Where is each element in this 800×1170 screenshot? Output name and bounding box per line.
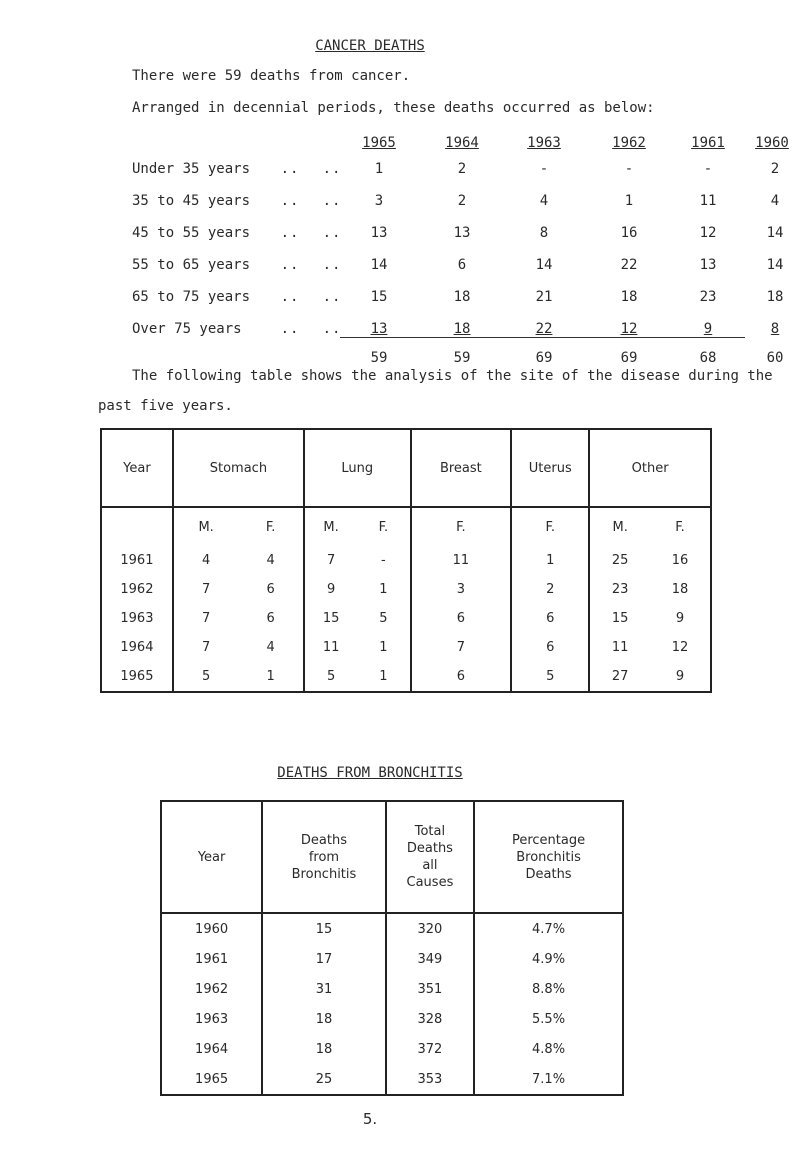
site-table: [100, 428, 712, 693]
age-row-label: Over 75 years: [132, 321, 242, 337]
site-breast: 3: [411, 575, 512, 604]
age-cell: 14: [766, 225, 784, 241]
site-header-uterus: Uterus: [511, 429, 589, 507]
lung-f: 1: [379, 582, 388, 597]
lung-m: 5: [326, 669, 336, 684]
age-cell: 8: [539, 225, 549, 241]
age-cell: 21: [535, 289, 553, 305]
sub-f: F.: [265, 519, 276, 535]
age-cell: -: [624, 161, 634, 177]
bron-pct: 5.5%: [474, 1004, 623, 1034]
age-cell: 4: [539, 193, 549, 209]
site-table-row: [101, 604, 711, 633]
leader-dots: ..: [322, 225, 342, 241]
age-cell: -: [539, 161, 549, 177]
bron-pct: 4.9%: [474, 944, 623, 974]
age-cell: 6: [457, 257, 467, 273]
bron-pct: 4.8%: [474, 1034, 623, 1064]
other-f: 18: [671, 582, 689, 597]
stomach-m: 7: [201, 582, 211, 597]
age-cell: 22: [620, 257, 638, 273]
intro-line-1: There were 59 deaths from cancer.: [132, 68, 411, 84]
lung-f: -: [381, 553, 386, 568]
bron-header-total-2: Deaths: [406, 841, 453, 856]
site-lung: [304, 575, 411, 604]
age-cell: 9: [703, 321, 713, 337]
stomach-f: 6: [266, 582, 275, 597]
bron-header-deaths-1: Deaths: [300, 832, 348, 848]
site-header-year: Year: [101, 429, 173, 507]
bron-year: 1962: [161, 974, 262, 1004]
site-sub-breast: F.: [411, 507, 512, 546]
sub-m: M.: [198, 519, 214, 535]
intro-line-2: Arranged in decennial periods, these deaths occurred as below:: [132, 100, 655, 116]
site-header-stomach: Stomach: [173, 429, 304, 507]
site-other: [589, 633, 711, 662]
site-year: 1961: [101, 546, 173, 575]
bron-total: 328: [386, 1004, 474, 1034]
other-f: 9: [675, 669, 685, 684]
other-f: 9: [675, 611, 685, 626]
age-cell: 16: [620, 225, 638, 241]
bron-year: 1960: [161, 913, 262, 944]
bron-header-deaths: [262, 801, 386, 913]
lung-m: 9: [326, 582, 336, 597]
site-other: [589, 604, 711, 633]
age-year-header: 1965: [362, 135, 396, 151]
age-cell: 12: [620, 321, 638, 337]
other-m: 11: [611, 640, 629, 655]
site-year: 1965: [101, 662, 173, 692]
leader-dots: ..: [280, 193, 300, 209]
sub-m: M.: [323, 519, 339, 535]
age-cell: 13: [699, 257, 717, 273]
age-cell: 13: [370, 321, 388, 337]
site-sub-lung: [304, 507, 411, 546]
site-table-row: [101, 662, 711, 692]
site-uterus: 5: [511, 662, 589, 692]
age-total-rule: [340, 337, 745, 338]
age-year-header: 1964: [445, 135, 479, 151]
site-intro-line-1: The following table shows the analysis of the site of the disease during the: [132, 368, 773, 384]
stomach-m: 7: [201, 611, 211, 626]
site-header-breast: Breast: [411, 429, 512, 507]
bron-deaths: 18: [262, 1004, 386, 1034]
bron-header-pct-3: Deaths: [525, 866, 572, 882]
sub-f: F.: [378, 519, 389, 535]
age-cell: 14: [535, 257, 553, 273]
lung-m: 7: [326, 553, 336, 568]
leader-dots: ..: [280, 257, 300, 273]
bron-header-deaths-2: from: [308, 849, 340, 865]
age-total-cell: 69: [620, 350, 638, 366]
bron-header-total-4: Causes: [406, 875, 454, 890]
bron-table-row: [161, 944, 623, 974]
age-row-label: 45 to 55 years: [132, 225, 251, 241]
other-m: 15: [611, 611, 629, 626]
bron-year: 1963: [161, 1004, 262, 1034]
bron-deaths: 25: [262, 1064, 386, 1095]
leader-dots: ..: [280, 289, 300, 305]
age-cell: 12: [699, 225, 717, 241]
bron-pct: 4.7%: [474, 913, 623, 944]
site-sub-year: [101, 507, 173, 546]
age-cell: 13: [370, 225, 388, 241]
bron-deaths: 17: [262, 944, 386, 974]
site-stomach: [173, 662, 304, 692]
site-intro-line-2: past five years.: [98, 398, 233, 414]
age-cell: 1: [374, 161, 384, 177]
age-year-header: 1962: [612, 135, 646, 151]
site-breast: 6: [411, 662, 512, 692]
age-total-cell: 69: [535, 350, 553, 366]
bron-header-pct-1: Percentage: [511, 832, 586, 848]
page-number: 5.: [362, 1110, 378, 1128]
site-header-lung: Lung: [304, 429, 411, 507]
stomach-f: 4: [266, 553, 275, 568]
bron-header-deaths-3: Bronchitis: [291, 866, 357, 882]
site-stomach: [173, 604, 304, 633]
bron-header-pct: [474, 801, 623, 913]
age-year-header: 1961: [691, 135, 725, 151]
site-table-row: [101, 575, 711, 604]
age-cell: 8: [770, 321, 780, 337]
sub-m: M.: [612, 519, 628, 535]
bron-year: 1965: [161, 1064, 262, 1095]
site-table-row: [101, 546, 711, 575]
site-stomach: [173, 633, 304, 662]
other-f: 12: [671, 640, 689, 655]
leader-dots: ..: [322, 161, 342, 177]
stomach-f: 1: [266, 669, 275, 684]
site-uterus: 2: [511, 575, 589, 604]
leader-dots: ..: [280, 161, 300, 177]
stomach-m: 7: [201, 640, 211, 655]
age-total-cell: 59: [370, 350, 388, 366]
site-year: 1963: [101, 604, 173, 633]
age-cell: 2: [770, 161, 780, 177]
age-cell: 1: [624, 193, 634, 209]
site-lung: [304, 546, 411, 575]
bron-header-year: Year: [161, 801, 262, 913]
age-cell: 2: [457, 193, 467, 209]
lung-f: 1: [379, 669, 388, 684]
leader-dots: ..: [322, 321, 342, 337]
site-other: [589, 662, 711, 692]
other-m: 27: [611, 669, 629, 684]
bron-table-row: [161, 913, 623, 944]
site-year: 1964: [101, 633, 173, 662]
age-cell: -: [703, 161, 713, 177]
age-row-label: 35 to 45 years: [132, 193, 251, 209]
age-row-label: Under 35 years: [132, 161, 251, 177]
bron-total: 353: [386, 1064, 474, 1095]
age-cell: 18: [620, 289, 638, 305]
stomach-f: 6: [266, 611, 275, 626]
age-cell: 11: [699, 193, 717, 209]
age-cell: 22: [535, 321, 553, 337]
lung-f: 5: [379, 611, 388, 626]
sub-f: F.: [675, 519, 685, 535]
site-breast: 6: [411, 604, 512, 633]
site-uterus: 6: [511, 633, 589, 662]
site-uterus: 6: [511, 604, 589, 633]
age-cell: 13: [453, 225, 471, 241]
site-other: [589, 575, 711, 604]
bron-total: 372: [386, 1034, 474, 1064]
bron-deaths: 15: [262, 913, 386, 944]
bron-header-total-3: all: [422, 858, 438, 873]
stomach-f: 4: [266, 640, 275, 655]
age-cell: 18: [766, 289, 784, 305]
other-m: 25: [611, 553, 629, 568]
site-lung: [304, 604, 411, 633]
age-cell: 18: [453, 289, 471, 305]
site-year: 1962: [101, 575, 173, 604]
age-cell: 15: [370, 289, 388, 305]
age-year-header: 1963: [527, 135, 561, 151]
bron-year: 1961: [161, 944, 262, 974]
leader-dots: ..: [322, 289, 342, 305]
bron-header-pct-2: Bronchitis: [516, 849, 581, 865]
age-cell: 18: [453, 321, 471, 337]
lung-f: 1: [379, 640, 388, 655]
lung-m: 11: [322, 640, 340, 655]
lung-m: 15: [322, 611, 340, 626]
age-row-label: 65 to 75 years: [132, 289, 251, 305]
leader-dots: ..: [322, 257, 342, 273]
age-cell: 4: [770, 193, 780, 209]
age-cell: 2: [457, 161, 467, 177]
site-lung: [304, 662, 411, 692]
site-sub-stomach: [173, 507, 304, 546]
age-row-label: 55 to 65 years: [132, 257, 251, 273]
bron-table-row: [161, 1034, 623, 1064]
age-cell: 23: [699, 289, 717, 305]
site-table-row: [101, 633, 711, 662]
bron-header-total-1: Total: [414, 824, 446, 839]
bron-deaths: 31: [262, 974, 386, 1004]
site-header-other: Other: [589, 429, 711, 507]
leader-dots: ..: [280, 321, 300, 337]
site-lung: [304, 633, 411, 662]
age-cell: 14: [766, 257, 784, 273]
age-total-cell: 60: [766, 350, 784, 366]
site-stomach: [173, 546, 304, 575]
bron-pct: 7.1%: [474, 1064, 623, 1095]
stomach-m: 5: [201, 669, 211, 684]
site-breast: 7: [411, 633, 512, 662]
stomach-m: 4: [201, 553, 211, 568]
site-sub-uterus: F.: [511, 507, 589, 546]
site-sub-other: [589, 507, 711, 546]
age-year-header: 1960: [755, 135, 789, 151]
age-cell: 3: [374, 193, 384, 209]
site-stomach: [173, 575, 304, 604]
site-uterus: 1: [511, 546, 589, 575]
other-m: 23: [611, 582, 629, 597]
age-total-cell: 68: [699, 350, 717, 366]
leader-dots: ..: [280, 225, 300, 241]
age-cell: 14: [370, 257, 388, 273]
site-other: [589, 546, 711, 575]
page-title: CANCER DEATHS: [315, 38, 425, 54]
leader-dots: ..: [322, 193, 342, 209]
bron-year: 1964: [161, 1034, 262, 1064]
age-total-cell: 59: [453, 350, 471, 366]
bron-table-row: [161, 1064, 623, 1095]
other-f: 16: [671, 553, 689, 568]
bron-total: 351: [386, 974, 474, 1004]
bron-deaths: 18: [262, 1034, 386, 1064]
bron-header-total: [386, 801, 474, 913]
bronchitis-title: DEATHS FROM BRONCHITIS: [277, 765, 463, 781]
bron-pct: 8.8%: [474, 974, 623, 1004]
bron-table-row: [161, 1004, 623, 1034]
bronchitis-table: [160, 800, 624, 1096]
bron-total: 320: [386, 913, 474, 944]
bron-table-row: [161, 974, 623, 1004]
site-breast: 11: [411, 546, 512, 575]
bron-total: 349: [386, 944, 474, 974]
